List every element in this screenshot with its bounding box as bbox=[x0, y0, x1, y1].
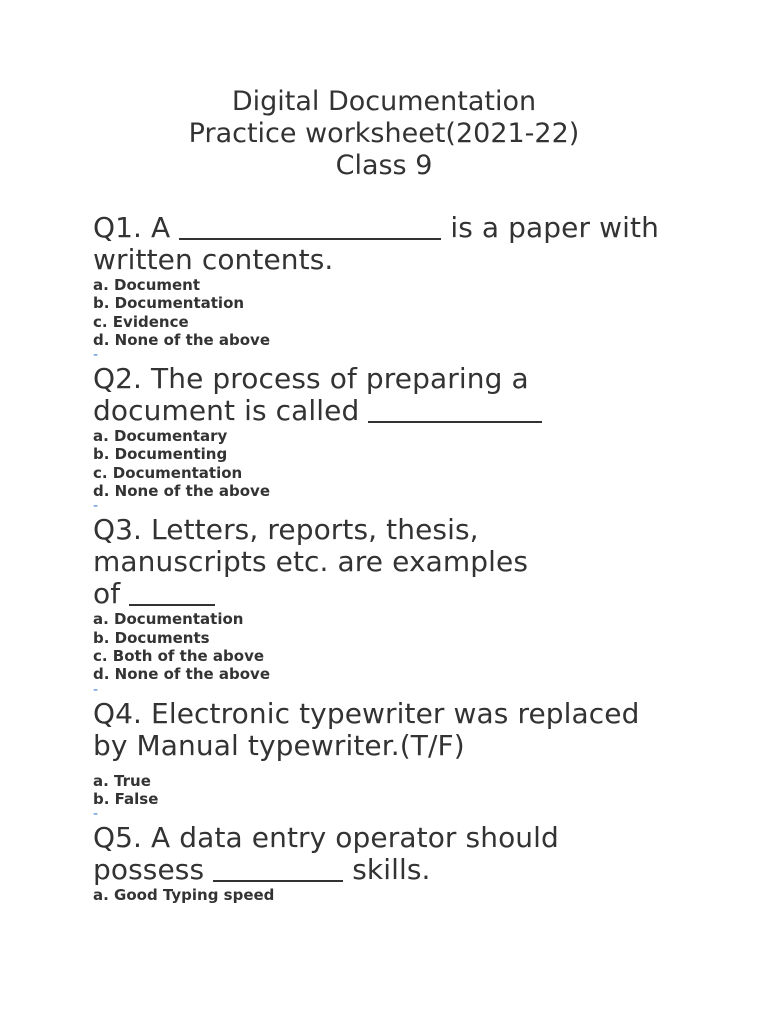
question-3-text bbox=[93, 514, 733, 610]
question-2-text bbox=[93, 363, 733, 427]
question-1-line2: written contents. bbox=[93, 243, 334, 276]
answer-blank bbox=[368, 397, 542, 423]
question-4-options bbox=[93, 772, 733, 809]
option-item: b. False bbox=[93, 789, 159, 808]
spacer bbox=[93, 762, 733, 772]
question-5-suffix: skills. bbox=[352, 853, 431, 887]
question-4 bbox=[93, 698, 733, 821]
question-1-options bbox=[93, 276, 733, 349]
option-item: c. Both of the above bbox=[93, 646, 265, 665]
option-item: a. Documentation bbox=[93, 610, 244, 629]
question-1-prefix: Q1. A bbox=[93, 211, 171, 244]
option-item: a. Good Typing speed bbox=[93, 886, 275, 905]
question-4-line2: by Manual typewriter.(T/F) bbox=[93, 728, 465, 762]
question-separator: - bbox=[93, 347, 99, 364]
question-5-options bbox=[93, 886, 733, 904]
answer-blank bbox=[213, 856, 343, 882]
answer-blank bbox=[129, 580, 215, 606]
question-1 bbox=[93, 211, 733, 364]
question-separator: - bbox=[93, 498, 99, 515]
answer-blank bbox=[179, 214, 441, 240]
question-3-line1: Q3. Letters, reports, thesis, bbox=[93, 513, 479, 547]
question-separator: - bbox=[93, 681, 99, 698]
worksheet-subtitle: Practice worksheet(2021-22) bbox=[188, 118, 580, 149]
worksheet-header bbox=[0, 86, 768, 182]
question-2 bbox=[93, 362, 733, 515]
question-1-suffix: is a paper with bbox=[450, 211, 659, 244]
question-4-text bbox=[93, 698, 733, 762]
question-5-prefix: possess bbox=[93, 853, 205, 887]
option-item: a. Documentary bbox=[93, 427, 228, 446]
question-2-prefix: document is called bbox=[93, 394, 360, 428]
question-4-line1: Q4. Electronic typewriter was replaced bbox=[93, 696, 640, 730]
question-5-text bbox=[93, 822, 733, 886]
option-item: d. None of the above bbox=[93, 330, 271, 349]
option-item: d. None of the above bbox=[93, 482, 271, 501]
option-item: c. Evidence bbox=[93, 312, 189, 331]
question-3 bbox=[93, 513, 733, 698]
option-item: a. Document bbox=[93, 276, 201, 294]
question-5-line1: Q5. A data entry operator should bbox=[93, 821, 559, 855]
option-item: d. None of the above bbox=[93, 665, 271, 684]
question-1-text bbox=[93, 212, 733, 276]
option-item: c. Documentation bbox=[93, 463, 243, 482]
question-separator: - bbox=[93, 806, 99, 823]
worksheet-title: Digital Documentation bbox=[231, 86, 537, 117]
option-item: a. True bbox=[93, 771, 151, 790]
question-3-prefix: of bbox=[93, 577, 121, 611]
question-3-options bbox=[93, 610, 733, 683]
question-2-options bbox=[93, 427, 733, 500]
class-label: Class 9 bbox=[335, 150, 433, 181]
question-5 bbox=[93, 822, 733, 904]
question-2-line1: Q2. The process of preparing a bbox=[93, 362, 529, 396]
option-item: b. Documenting bbox=[93, 445, 228, 464]
option-item: b. Documents bbox=[93, 628, 210, 647]
option-item: b. Documentation bbox=[93, 294, 245, 313]
question-list bbox=[93, 212, 733, 904]
question-3-line2: manuscripts etc. are examples bbox=[93, 545, 529, 579]
